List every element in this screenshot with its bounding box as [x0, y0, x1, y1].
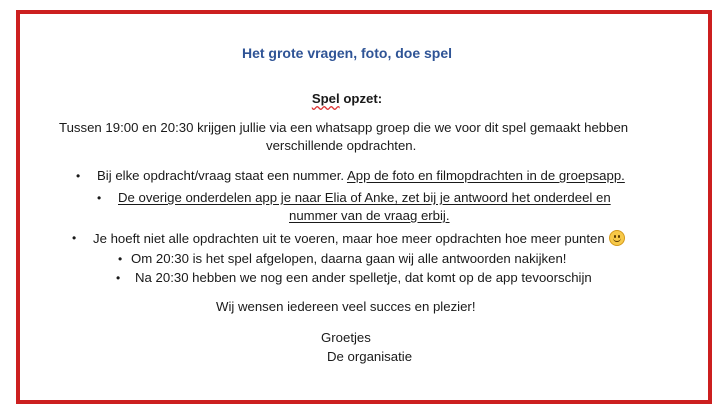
- bullet-3-text: Je hoeft niet alle opdrachten uit te voeren, maar hoe meer opdrachten hoe meer punten: [93, 231, 605, 246]
- document-title: Het grote vragen, foto, doe spel: [241, 45, 453, 61]
- bullet-4: Om 20:30 is het spel afgelopen, daarna gaan wij alle antwoorden nakijken!: [131, 251, 567, 266]
- closing-line: Wij wensen iedereen veel succes en plezier!: [216, 299, 476, 314]
- bullet-5-marker: •: [116, 271, 121, 285]
- intro-line-2: verschillende opdrachten.: [266, 138, 417, 153]
- signoff-greeting: Groetjes: [321, 330, 371, 345]
- bullet-1-link: App de foto en filmopdrachten in de groepsapp.: [346, 168, 625, 183]
- bullet-3-marker: •: [72, 231, 77, 245]
- bullet-1: [97, 168, 625, 184]
- bullet-2-line-1: De overige onderdelen app je naar Elia of Anke, zet bij je antwoord het onderdeel en: [118, 190, 611, 205]
- bullet-1-marker: •: [76, 169, 81, 183]
- signoff-organisation: De organisatie: [327, 349, 413, 364]
- bullet-3: [93, 230, 625, 247]
- bullet-4-marker: •: [118, 252, 123, 266]
- bullet-1-text: Bij elke opdracht/vraag staat een nummer.: [97, 168, 347, 183]
- bullet-5: Na 20:30 hebben we nog een ander spelletje, dat komt op de app tevoorschijn: [135, 270, 592, 285]
- bullet-2-marker: •: [97, 191, 102, 205]
- heading-word: Spel: [311, 91, 340, 106]
- heading-rest: opzet:: [339, 91, 383, 106]
- smiling-face-icon: [609, 230, 625, 246]
- section-heading: [0, 91, 694, 107]
- bullet-2-line-2: nummer van de vraag erbij.: [289, 208, 450, 223]
- intro-line-1: Tussen 19:00 en 20:30 krijgen jullie via een whatsapp groep die we voor dit spel gemaakt hebben: [59, 120, 629, 135]
